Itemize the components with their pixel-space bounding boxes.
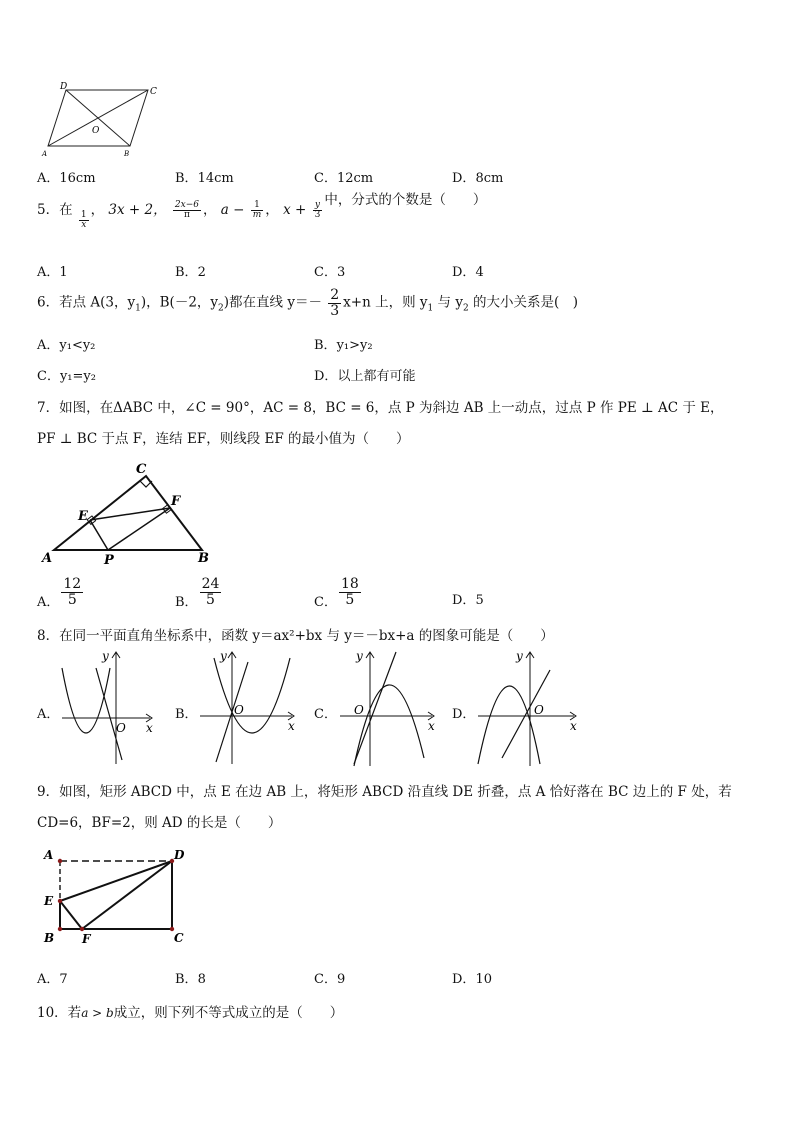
- q9-option-b: B．8: [175, 972, 206, 987]
- q5-option-a: A．1: [37, 265, 68, 280]
- q8-b-x-label: x: [288, 719, 295, 733]
- q5-stem: 5．在 $\frac{1}{x}$ ， 3x + 2， $\frac{2x-6}{\pi}$ ， a − $\frac{1}{m}$ ， x + $\frac{y}{3}$ 中，分式的个数是（ ）: [37, 192, 487, 230]
- q9-stem-line2: CD=6，BF=2，则 AD 的长是（ ）: [37, 815, 282, 831]
- q8-graph-b: [196, 648, 300, 768]
- q4-option-b: B．14cm: [175, 171, 234, 186]
- q9-option-d: D．10: [452, 972, 492, 987]
- q6-option-a: A．y₁<y₂: [37, 338, 96, 353]
- q8-b-y-label: y: [220, 649, 227, 663]
- q10-stem: 10．若a > b成立，则下列不等式成立的是（ ）: [37, 1005, 344, 1021]
- q8-option-c-letter: C．: [314, 707, 337, 722]
- q4-label-c: C: [150, 87, 157, 97]
- q8-b-o-label: O: [234, 703, 244, 717]
- q4-parallelogram-figure: [40, 80, 170, 158]
- q8-option-b-letter: B．: [175, 707, 198, 722]
- q7-label-a: A: [42, 551, 53, 566]
- q9-option-a: A．7: [37, 972, 68, 987]
- q9-label-b: B: [44, 931, 55, 945]
- q9-label-c: C: [174, 931, 184, 945]
- q4-label-o: O: [92, 126, 100, 136]
- q9-label-f: F: [82, 932, 91, 946]
- q7-option-c: C． $\frac{18}{5}$: [314, 576, 359, 610]
- q8-graph-d: [474, 648, 582, 770]
- q9-label-d: D: [174, 848, 185, 862]
- q8-d-o-label: O: [534, 703, 544, 717]
- q9-label-a: A: [44, 848, 54, 862]
- q7-option-b: B． $\frac{24}{5}$: [175, 576, 220, 610]
- q8-option-d-letter: D．: [452, 707, 476, 722]
- q7-label-p: P: [104, 553, 114, 568]
- q4-label-a: A: [42, 150, 48, 158]
- q7-option-d: D．5: [452, 593, 484, 608]
- q4-option-a: A．16cm: [37, 171, 96, 186]
- q5-option-d: D．4: [452, 265, 484, 280]
- q8-c-x-label: x: [428, 719, 435, 733]
- q9-label-e: E: [44, 894, 54, 908]
- q7-option-a: A． $\frac{12}{5}$: [37, 576, 82, 610]
- q6-option-d: D．以上都有可能: [314, 369, 416, 384]
- q8-graph-c: [336, 648, 440, 770]
- q8-d-y-label: y: [516, 649, 523, 663]
- q5-option-b: B．2: [175, 265, 206, 280]
- q8-a-o-label: O: [116, 721, 126, 735]
- q4-label-b: B: [124, 150, 130, 158]
- q9-stem-line1: 9．如图，矩形 ABCD 中，点 E 在边 AB 上，将矩形 ABCD 沿直线 DE 折叠，点 A 恰好落在 BC 边上的 F 处，若: [37, 784, 732, 800]
- q4-option-c: C．12cm: [314, 171, 374, 186]
- q5-option-c: C．3: [314, 265, 346, 280]
- q8-a-x-label: x: [146, 721, 153, 735]
- q8-option-a-letter: A．: [37, 707, 60, 722]
- q9-option-c: C．9: [314, 972, 346, 987]
- q8-c-o-label: O: [354, 703, 364, 717]
- q8-graph-a: [58, 648, 158, 768]
- q9-rectangle-figure: [40, 845, 200, 950]
- q7-label-b: B: [198, 551, 209, 566]
- q7-stem-line1: 7．如图，在ΔABC 中，∠C = 90°，AC = 8，BC = 6，点 P 为斜边 AB 上一动点，过点 P 作 PE ⊥ AC 于 E，: [37, 400, 724, 416]
- q7-label-e: E: [78, 509, 88, 524]
- q7-label-f: F: [171, 494, 181, 509]
- q8-a-y-label: y: [102, 649, 109, 663]
- q6-stem: 6．若点 A(3，$y_1$)，B(－2，$y_2$)都在直线 y＝－ $\frac{2}{3}$ x+n 上，则 $y_1$ 与 $y_2$ 的大小关系是( ): [37, 287, 579, 319]
- q6-option-c: C．y₁=y₂: [37, 369, 96, 384]
- q7-label-c: C: [136, 462, 147, 477]
- q4-label-d: D: [60, 82, 68, 92]
- q6-option-b: B．y₁>y₂: [314, 338, 373, 353]
- q8-stem: 8．在同一平面直角坐标系中，函数 y＝ax²+bx 与 y＝－bx+a 的图象可能是（ ）: [37, 628, 554, 644]
- q7-triangle-figure: [40, 460, 220, 568]
- q7-stem-line2: PF ⊥ BC 于点 F，连结 EF，则线段 EF 的最小值为（ ）: [37, 431, 410, 447]
- q8-d-x-label: x: [570, 719, 577, 733]
- q4-option-d: D．8cm: [452, 171, 504, 186]
- q8-c-y-label: y: [356, 649, 363, 663]
